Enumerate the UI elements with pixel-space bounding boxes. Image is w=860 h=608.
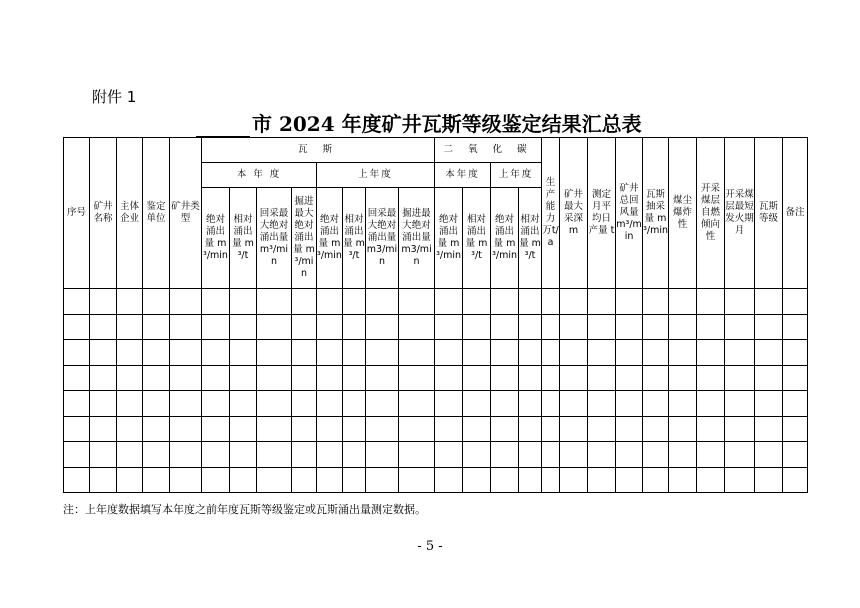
header-mine-name: 矿井名称 bbox=[90, 138, 117, 289]
header-co2-this-year: 本年度 bbox=[435, 163, 491, 188]
header-gas-prev-heading-max: 掘进最大绝对涌出量 m3/min bbox=[399, 188, 435, 289]
table-cell[interactable] bbox=[230, 416, 257, 442]
table-cell[interactable] bbox=[343, 340, 366, 366]
header-gas-prev-relative: 相对涌出量 m³/t bbox=[343, 188, 366, 289]
table-cell[interactable] bbox=[117, 442, 143, 468]
table-cell[interactable] bbox=[519, 314, 542, 340]
table-cell[interactable] bbox=[257, 391, 292, 417]
header-index: 序号 bbox=[64, 138, 90, 289]
table-cell[interactable] bbox=[366, 467, 399, 493]
table-cell[interactable] bbox=[117, 340, 143, 366]
table-cell[interactable] bbox=[491, 314, 519, 340]
table-cell[interactable] bbox=[643, 391, 669, 417]
table-cell[interactable] bbox=[317, 442, 343, 468]
table-cell[interactable] bbox=[170, 442, 202, 468]
table-cell[interactable] bbox=[542, 314, 560, 340]
table-cell[interactable] bbox=[643, 467, 669, 493]
table-cell[interactable] bbox=[616, 467, 643, 493]
table-cell[interactable] bbox=[669, 365, 697, 391]
table-cell[interactable] bbox=[435, 340, 463, 366]
table-cell[interactable] bbox=[257, 467, 292, 493]
header-gas-prev-mining-max: 回采最大绝对涌出量 m3/min bbox=[366, 188, 399, 289]
table-cell[interactable] bbox=[343, 314, 366, 340]
table-cell[interactable] bbox=[616, 442, 643, 468]
table-cell[interactable] bbox=[230, 314, 257, 340]
header-capacity: 生产能力 万t/a bbox=[542, 138, 560, 289]
table-cell[interactable] bbox=[257, 340, 292, 366]
table-cell[interactable] bbox=[542, 416, 560, 442]
table-cell[interactable] bbox=[755, 416, 783, 442]
table-cell[interactable] bbox=[317, 340, 343, 366]
table-cell[interactable] bbox=[519, 365, 542, 391]
table-cell[interactable] bbox=[491, 442, 519, 468]
table-cell[interactable] bbox=[202, 365, 230, 391]
table-cell[interactable] bbox=[64, 289, 90, 315]
table-cell[interactable] bbox=[588, 442, 616, 468]
table-cell[interactable] bbox=[491, 467, 519, 493]
table-cell[interactable] bbox=[588, 314, 616, 340]
table-cell[interactable] bbox=[560, 442, 588, 468]
table-cell[interactable] bbox=[643, 416, 669, 442]
table-cell[interactable] bbox=[317, 314, 343, 340]
table-cell[interactable] bbox=[292, 467, 317, 493]
table-cell[interactable] bbox=[292, 365, 317, 391]
table-cell[interactable] bbox=[90, 416, 117, 442]
table-cell[interactable] bbox=[783, 314, 808, 340]
table-cell[interactable] bbox=[463, 391, 491, 417]
table-cell[interactable] bbox=[519, 416, 542, 442]
table-cell[interactable] bbox=[143, 314, 170, 340]
table-cell[interactable] bbox=[64, 442, 90, 468]
table-cell[interactable] bbox=[463, 340, 491, 366]
table-cell[interactable] bbox=[542, 442, 560, 468]
header-return-air: 矿井总回风量 m³/min bbox=[616, 138, 643, 289]
table-cell[interactable] bbox=[463, 442, 491, 468]
table-cell[interactable] bbox=[697, 289, 725, 315]
table-cell[interactable] bbox=[783, 416, 808, 442]
table-cell[interactable] bbox=[292, 314, 317, 340]
table-cell[interactable] bbox=[725, 467, 755, 493]
table-cell[interactable] bbox=[230, 467, 257, 493]
table-cell[interactable] bbox=[257, 314, 292, 340]
table-cell[interactable] bbox=[491, 340, 519, 366]
table-cell[interactable] bbox=[783, 340, 808, 366]
header-co2-prev-absolute: 绝对涌出量 m³/min bbox=[491, 188, 519, 289]
table-cell[interactable] bbox=[542, 340, 560, 366]
table-cell[interactable] bbox=[170, 391, 202, 417]
table-cell[interactable] bbox=[519, 442, 542, 468]
table-cell[interactable] bbox=[143, 340, 170, 366]
table-cell[interactable] bbox=[202, 289, 230, 315]
city-blank-line bbox=[196, 116, 250, 137]
table-cell[interactable] bbox=[399, 442, 435, 468]
table-cell[interactable] bbox=[366, 289, 399, 315]
header-co2-cur-relative: 相对涌出量 m³/t bbox=[463, 188, 491, 289]
table-cell[interactable] bbox=[117, 416, 143, 442]
table-cell[interactable] bbox=[343, 289, 366, 315]
table-cell[interactable] bbox=[491, 416, 519, 442]
table-cell[interactable] bbox=[343, 391, 366, 417]
table-cell[interactable] bbox=[542, 365, 560, 391]
table-cell[interactable] bbox=[90, 365, 117, 391]
header-gas-prev-absolute: 绝对涌出量 m³/min bbox=[317, 188, 343, 289]
header-gas-grade: 瓦斯等级 bbox=[755, 138, 783, 289]
table-cell[interactable] bbox=[755, 365, 783, 391]
table-cell[interactable] bbox=[588, 467, 616, 493]
table-cell[interactable] bbox=[435, 442, 463, 468]
table-cell[interactable] bbox=[519, 289, 542, 315]
table-cell[interactable] bbox=[90, 391, 117, 417]
table-cell[interactable] bbox=[317, 391, 343, 417]
table-cell[interactable] bbox=[669, 391, 697, 417]
attachment-label: 附件 1 bbox=[92, 88, 137, 106]
table-cell[interactable] bbox=[64, 314, 90, 340]
table-cell[interactable] bbox=[783, 365, 808, 391]
table-cell[interactable] bbox=[292, 289, 317, 315]
table-cell[interactable] bbox=[643, 442, 669, 468]
table-cell[interactable] bbox=[317, 289, 343, 315]
table-cell[interactable] bbox=[697, 365, 725, 391]
table-cell[interactable] bbox=[230, 365, 257, 391]
table-cell[interactable] bbox=[170, 314, 202, 340]
header-gas-last-year: 上年度 bbox=[317, 163, 435, 188]
table-cell[interactable] bbox=[560, 340, 588, 366]
table-cell[interactable] bbox=[399, 314, 435, 340]
table-cell[interactable] bbox=[343, 442, 366, 468]
table-cell[interactable] bbox=[725, 314, 755, 340]
table-cell[interactable] bbox=[117, 365, 143, 391]
table-cell[interactable] bbox=[697, 442, 725, 468]
table-cell[interactable] bbox=[117, 391, 143, 417]
table-cell[interactable] bbox=[560, 391, 588, 417]
table-cell[interactable] bbox=[435, 391, 463, 417]
table-cell[interactable] bbox=[697, 340, 725, 366]
table-cell[interactable] bbox=[669, 416, 697, 442]
table-cell[interactable] bbox=[697, 391, 725, 417]
table-cell[interactable] bbox=[230, 391, 257, 417]
table-cell[interactable] bbox=[143, 416, 170, 442]
table-cell[interactable] bbox=[170, 467, 202, 493]
table-cell[interactable] bbox=[170, 289, 202, 315]
table-cell[interactable] bbox=[725, 442, 755, 468]
table-cell[interactable] bbox=[317, 467, 343, 493]
table-cell[interactable] bbox=[202, 416, 230, 442]
table-cell[interactable] bbox=[519, 340, 542, 366]
header-gas-cur-mining-max: 回采最大绝对涌出量 m³/min bbox=[257, 188, 292, 289]
table-row bbox=[64, 340, 808, 366]
table-cell[interactable] bbox=[725, 416, 755, 442]
header-max-depth: 矿井最大采深 m bbox=[560, 138, 588, 289]
table-cell[interactable] bbox=[202, 391, 230, 417]
table-cell[interactable] bbox=[725, 391, 755, 417]
table-cell[interactable] bbox=[292, 391, 317, 417]
table-cell[interactable] bbox=[463, 365, 491, 391]
table-cell[interactable] bbox=[399, 289, 435, 315]
table-cell[interactable] bbox=[257, 416, 292, 442]
table-cell[interactable] bbox=[669, 289, 697, 315]
table-cell[interactable] bbox=[519, 467, 542, 493]
table-cell[interactable] bbox=[202, 467, 230, 493]
table-row bbox=[64, 289, 808, 315]
table-cell[interactable] bbox=[669, 314, 697, 340]
table-cell[interactable] bbox=[117, 289, 143, 315]
table-cell[interactable] bbox=[616, 391, 643, 417]
header-gas-this-year: 本 年 度 bbox=[202, 163, 317, 188]
table-cell[interactable] bbox=[202, 442, 230, 468]
table-cell[interactable] bbox=[560, 289, 588, 315]
table-cell[interactable] bbox=[755, 442, 783, 468]
page-number: - 5 - bbox=[417, 539, 443, 554]
table-cell[interactable] bbox=[117, 314, 143, 340]
table-cell[interactable] bbox=[435, 467, 463, 493]
table-cell[interactable] bbox=[230, 289, 257, 315]
table-cell[interactable] bbox=[725, 289, 755, 315]
table-cell[interactable] bbox=[725, 365, 755, 391]
table-row bbox=[64, 365, 808, 391]
table-cell[interactable] bbox=[463, 314, 491, 340]
table-cell[interactable] bbox=[64, 340, 90, 366]
table-cell[interactable] bbox=[399, 416, 435, 442]
table-cell[interactable] bbox=[560, 365, 588, 391]
table-cell[interactable] bbox=[366, 442, 399, 468]
header-gas-drainage: 瓦斯抽采量 m³/min bbox=[643, 138, 669, 289]
table-cell[interactable] bbox=[143, 365, 170, 391]
table-row bbox=[64, 416, 808, 442]
table-cell[interactable] bbox=[170, 416, 202, 442]
header-co2-last-year: 上年度 bbox=[491, 163, 542, 188]
table-cell[interactable] bbox=[755, 314, 783, 340]
table-cell[interactable] bbox=[435, 416, 463, 442]
table-cell[interactable] bbox=[143, 391, 170, 417]
table-cell[interactable] bbox=[755, 467, 783, 493]
title-text: 市 2024 年度矿井瓦斯等级鉴定结果汇总表 bbox=[252, 112, 642, 136]
table-cell[interactable] bbox=[64, 416, 90, 442]
table-cell[interactable] bbox=[588, 365, 616, 391]
table-cell[interactable] bbox=[366, 365, 399, 391]
table-cell[interactable] bbox=[230, 442, 257, 468]
header-co2-prev-relative: 相对涌出量 m³/t bbox=[519, 188, 542, 289]
table-cell[interactable] bbox=[435, 314, 463, 340]
table-cell[interactable] bbox=[366, 416, 399, 442]
table-cell[interactable] bbox=[542, 467, 560, 493]
header-parent-company: 主体企业 bbox=[117, 138, 143, 289]
table-cell[interactable] bbox=[725, 340, 755, 366]
table-cell[interactable] bbox=[697, 416, 725, 442]
table-row bbox=[64, 391, 808, 417]
table-cell[interactable] bbox=[143, 442, 170, 468]
table-cell[interactable] bbox=[542, 289, 560, 315]
table-cell[interactable] bbox=[783, 442, 808, 468]
table-cell[interactable] bbox=[643, 314, 669, 340]
table-cell[interactable] bbox=[343, 365, 366, 391]
table-cell[interactable] bbox=[257, 442, 292, 468]
table-cell[interactable] bbox=[519, 391, 542, 417]
table-cell[interactable] bbox=[755, 340, 783, 366]
table-cell[interactable] bbox=[697, 314, 725, 340]
table-cell[interactable] bbox=[755, 391, 783, 417]
table-cell[interactable] bbox=[588, 391, 616, 417]
table-cell[interactable] bbox=[170, 340, 202, 366]
table-cell[interactable] bbox=[669, 442, 697, 468]
table-cell[interactable] bbox=[202, 314, 230, 340]
table-cell[interactable] bbox=[366, 340, 399, 366]
header-daily-output: 测定月平均日产量 t bbox=[588, 138, 616, 289]
page-title bbox=[196, 108, 756, 137]
header-co2-group: 二 氧 化 碳 bbox=[435, 138, 542, 163]
header-self-ignition: 开采煤层自燃倾向性 bbox=[697, 138, 725, 289]
table-cell[interactable] bbox=[542, 391, 560, 417]
table-cell[interactable] bbox=[463, 416, 491, 442]
footnote: 注：上年度数据填写本年度之前年度瓦斯等级鉴定或瓦斯涌出量测定数据。 bbox=[63, 503, 426, 516]
table-cell[interactable] bbox=[669, 467, 697, 493]
table-cell[interactable] bbox=[292, 340, 317, 366]
header-co2-cur-absolute: 绝对涌出量 m³/min bbox=[435, 188, 463, 289]
table-cell[interactable] bbox=[463, 467, 491, 493]
table-cell[interactable] bbox=[257, 365, 292, 391]
table-cell[interactable] bbox=[143, 467, 170, 493]
table-cell[interactable] bbox=[64, 391, 90, 417]
header-remarks: 备注 bbox=[783, 138, 808, 289]
table-cell[interactable] bbox=[491, 391, 519, 417]
table-cell[interactable] bbox=[616, 365, 643, 391]
table-cell[interactable] bbox=[560, 314, 588, 340]
table-cell[interactable] bbox=[783, 391, 808, 417]
table-cell[interactable] bbox=[755, 289, 783, 315]
table-cell[interactable] bbox=[616, 289, 643, 315]
table-cell[interactable] bbox=[616, 340, 643, 366]
table-cell[interactable] bbox=[64, 365, 90, 391]
header-dust-explosivity: 煤尘爆炸性 bbox=[669, 138, 697, 289]
summary-table bbox=[63, 137, 808, 493]
table-cell[interactable] bbox=[783, 467, 808, 493]
header-assessor: 鉴定单位 bbox=[143, 138, 170, 289]
header-gas-group: 瓦 斯 bbox=[202, 138, 435, 163]
header-gas-cur-absolute: 绝对涌出量 m³/min bbox=[202, 188, 230, 289]
table-cell[interactable] bbox=[399, 467, 435, 493]
table-cell[interactable] bbox=[491, 365, 519, 391]
table-cell[interactable] bbox=[588, 340, 616, 366]
table-cell[interactable] bbox=[560, 467, 588, 493]
table-cell[interactable] bbox=[64, 467, 90, 493]
table-row bbox=[64, 442, 808, 468]
table-cell[interactable] bbox=[643, 340, 669, 366]
table-cell[interactable] bbox=[366, 314, 399, 340]
table-cell[interactable] bbox=[230, 340, 257, 366]
table-cell[interactable] bbox=[343, 467, 366, 493]
table-cell[interactable] bbox=[292, 442, 317, 468]
table-cell[interactable] bbox=[399, 391, 435, 417]
table-cell[interactable] bbox=[90, 314, 117, 340]
table-cell[interactable] bbox=[560, 416, 588, 442]
table-cell[interactable] bbox=[90, 289, 117, 315]
header-gas-cur-relative: 相对涌出量 m³/t bbox=[230, 188, 257, 289]
table-cell[interactable] bbox=[783, 289, 808, 315]
table-row bbox=[64, 314, 808, 340]
table-cell[interactable] bbox=[697, 467, 725, 493]
table-cell[interactable] bbox=[588, 289, 616, 315]
table-cell[interactable] bbox=[90, 467, 117, 493]
table-row bbox=[64, 467, 808, 493]
table-cell[interactable] bbox=[366, 391, 399, 417]
header-mine-type: 矿井类型 bbox=[170, 138, 202, 289]
table-cell[interactable] bbox=[491, 289, 519, 315]
table-cell[interactable] bbox=[202, 340, 230, 366]
table-cell[interactable] bbox=[257, 289, 292, 315]
table-cell[interactable] bbox=[90, 442, 117, 468]
table-cell[interactable] bbox=[117, 467, 143, 493]
table-cell[interactable] bbox=[643, 365, 669, 391]
header-gas-cur-heading-max: 掘进最大绝对涌出量 m³/min bbox=[292, 188, 317, 289]
table-cell[interactable] bbox=[435, 289, 463, 315]
header-ignition-period: 开采煤层最短发火期月 bbox=[725, 138, 755, 289]
table-cell[interactable] bbox=[90, 340, 117, 366]
table-cell[interactable] bbox=[435, 365, 463, 391]
table-cell[interactable] bbox=[588, 416, 616, 442]
table-cell[interactable] bbox=[317, 416, 343, 442]
table-cell[interactable] bbox=[669, 340, 697, 366]
table-cell[interactable] bbox=[616, 416, 643, 442]
table-cell[interactable] bbox=[399, 340, 435, 366]
table-cell[interactable] bbox=[292, 416, 317, 442]
table-cell[interactable] bbox=[399, 365, 435, 391]
table-cell[interactable] bbox=[343, 416, 366, 442]
table-cell[interactable] bbox=[463, 289, 491, 315]
table-cell[interactable] bbox=[643, 289, 669, 315]
table-cell[interactable] bbox=[170, 365, 202, 391]
table-cell[interactable] bbox=[616, 314, 643, 340]
table-cell[interactable] bbox=[143, 289, 170, 315]
table-cell[interactable] bbox=[317, 365, 343, 391]
